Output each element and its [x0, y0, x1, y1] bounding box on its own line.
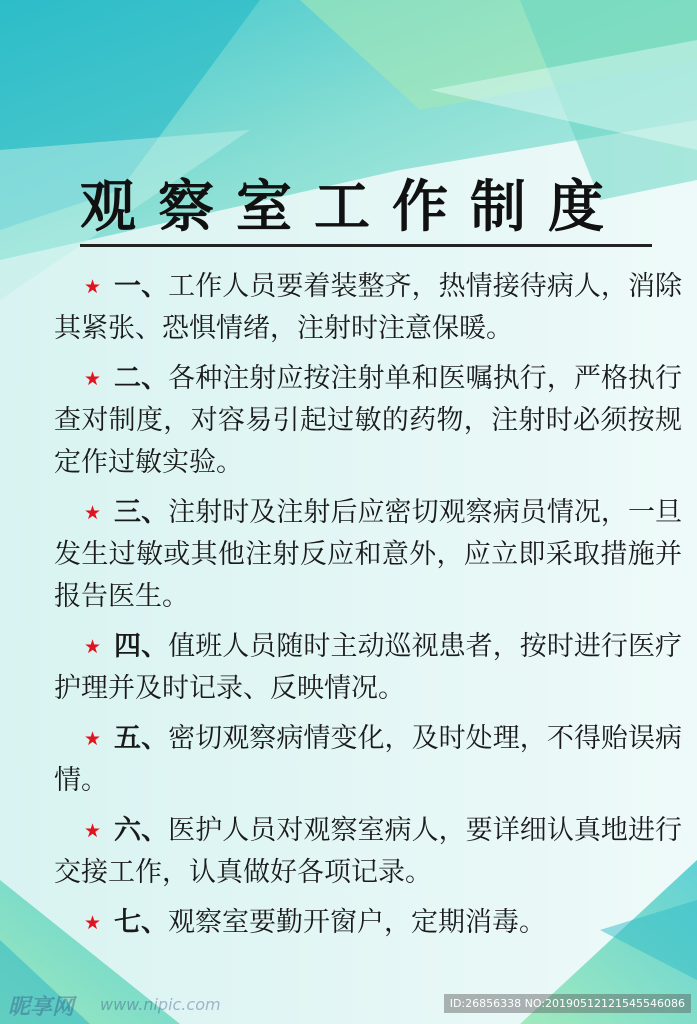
- rule-item-4: [54, 626, 682, 710]
- watermark-logo: 昵享网: [8, 995, 75, 1020]
- star-icon: ★: [84, 276, 102, 298]
- star-icon: ★: [84, 912, 102, 934]
- rule-item-1: [54, 266, 682, 350]
- rule-text: 注射时及注射后应密切观察病员情况，一旦发生过敏或其他注射反应和意外，应立即采取措施并报告医生。: [54, 497, 683, 612]
- star-icon: ★: [84, 368, 102, 390]
- rule-number: 六、: [114, 815, 169, 846]
- rule-text: 密切观察病情变化，及时处理，不得贻误病情。: [54, 723, 683, 796]
- watermark-id: ID:26856338 NO:20190512121545546086: [444, 994, 691, 1013]
- rule-item-6: [54, 810, 682, 894]
- watermark-url: www.nipic.com: [100, 995, 221, 1014]
- rule-text: 各种注射应按注射单和医嘱执行，严格执行查对制度，对容易引起过敏的药物，注射时必须按规定作过敏实验。: [54, 363, 683, 478]
- rule-text: 观察室要勤开窗户，定期消毒。: [168, 907, 546, 938]
- rule-item-5: [54, 718, 682, 802]
- rule-number: 一、: [114, 271, 169, 302]
- rule-item-7: [54, 902, 682, 944]
- star-icon: ★: [84, 636, 102, 658]
- rule-item-2: [54, 358, 682, 484]
- star-icon: ★: [84, 820, 102, 842]
- rule-item-3: [54, 492, 682, 618]
- rule-number: 二、: [114, 363, 169, 394]
- star-icon: ★: [84, 502, 102, 524]
- rule-number: 四、: [114, 631, 169, 662]
- rule-text: 工作人员要着装整齐，热情接待病人，消除其紧张、恐惧情绪，注射时注意保暖。: [54, 271, 683, 344]
- rules-list: [54, 266, 682, 952]
- rule-number: 三、: [114, 497, 169, 528]
- poster-title: 观察室工作制度: [80, 175, 626, 240]
- rule-number: 七、: [114, 907, 168, 938]
- star-icon: ★: [84, 728, 102, 750]
- rule-number: 五、: [114, 723, 169, 754]
- rule-text: 值班人员随时主动巡视患者，按时进行医疗护理并及时记录、反映情况。: [54, 631, 683, 704]
- rule-text: 医护人员对观察室病人，要详细认真地进行交接工作，认真做好各项记录。: [54, 815, 683, 888]
- title-underline: [80, 244, 652, 247]
